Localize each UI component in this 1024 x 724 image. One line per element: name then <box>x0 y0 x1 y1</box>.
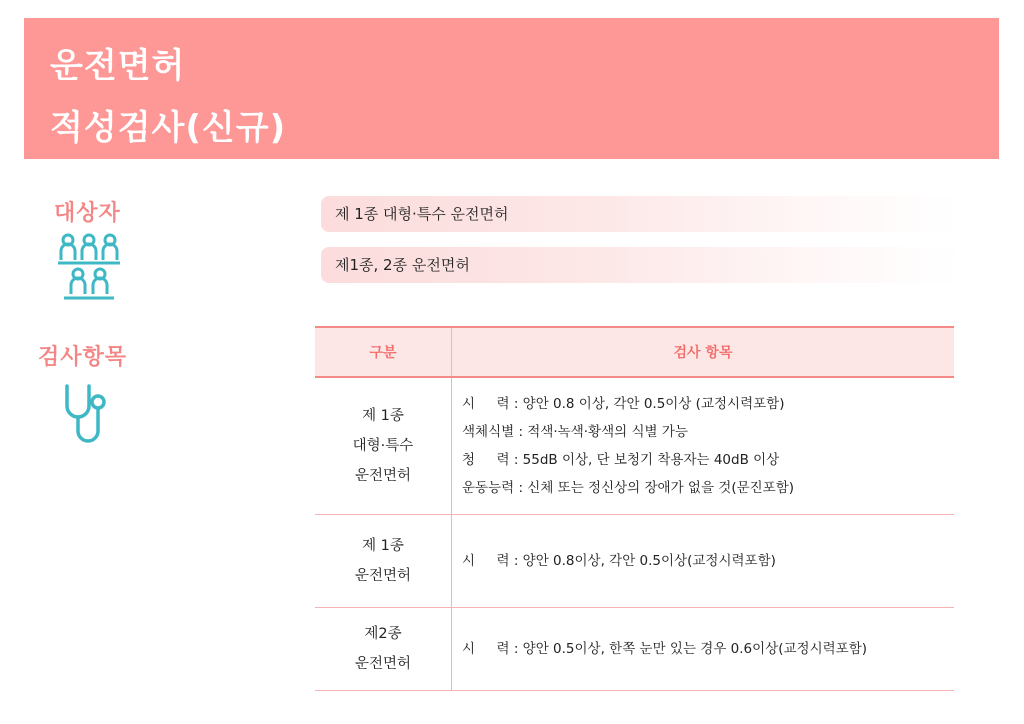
item-color: 색체식별 : 적색·녹색·황색의 식별 가능 <box>462 424 688 440</box>
people-group-icon <box>58 232 120 302</box>
item-vision: 시 력 : 양안 0.8 이상, 각안 0.5이상 (교정시력포함) <box>462 396 785 412</box>
item-hearing: 청 력 : 55dB 이상, 단 보청기 착용자는 40dB 이상 <box>462 452 780 468</box>
page-title-line2: 적성검사(신규) <box>50 108 287 148</box>
item-vision: 시 력 : 양안 0.8이상, 각안 0.5이상(교정시력포함) <box>462 553 776 569</box>
category-line: 제 1종 <box>362 408 404 424</box>
targets-label: 대상자 <box>54 201 121 226</box>
item-motor: 운동능력 : 신체 또는 정신상의 장애가 없을 것(문진포함) <box>462 480 795 496</box>
category-line: 운전면허 <box>354 568 412 584</box>
category-line: 대형·특수 <box>352 438 414 454</box>
row-items <box>452 377 955 515</box>
table-row <box>315 377 954 515</box>
table-row <box>315 608 954 691</box>
row-items <box>452 515 955 608</box>
title-banner <box>24 18 999 159</box>
table-header-items: 검사 항목 <box>452 327 955 377</box>
row-category <box>315 377 452 515</box>
inspection-label: 검사항목 <box>38 345 128 370</box>
category-line: 제2종 <box>364 626 402 642</box>
target-item-1: 제 1종 대형·특수 운전면허 <box>321 196 961 232</box>
category-line: 운전면허 <box>354 656 412 672</box>
row-items <box>452 608 955 691</box>
item-vision: 시 력 : 양안 0.5이상, 한쪽 눈만 있는 경우 0.6이상(교정시력포함) <box>462 641 867 657</box>
target-item-2: 제1종, 2종 운전면허 <box>321 247 961 283</box>
stethoscope-icon <box>62 382 112 448</box>
category-line: 제 1종 <box>362 538 404 554</box>
table-header-category: 구분 <box>315 327 452 377</box>
inspection-table <box>315 326 954 691</box>
row-category <box>315 515 452 608</box>
table-row <box>315 515 954 608</box>
row-category <box>315 608 452 691</box>
category-line: 운전면허 <box>354 468 412 484</box>
page-title-line1: 운전면허 <box>50 46 186 86</box>
